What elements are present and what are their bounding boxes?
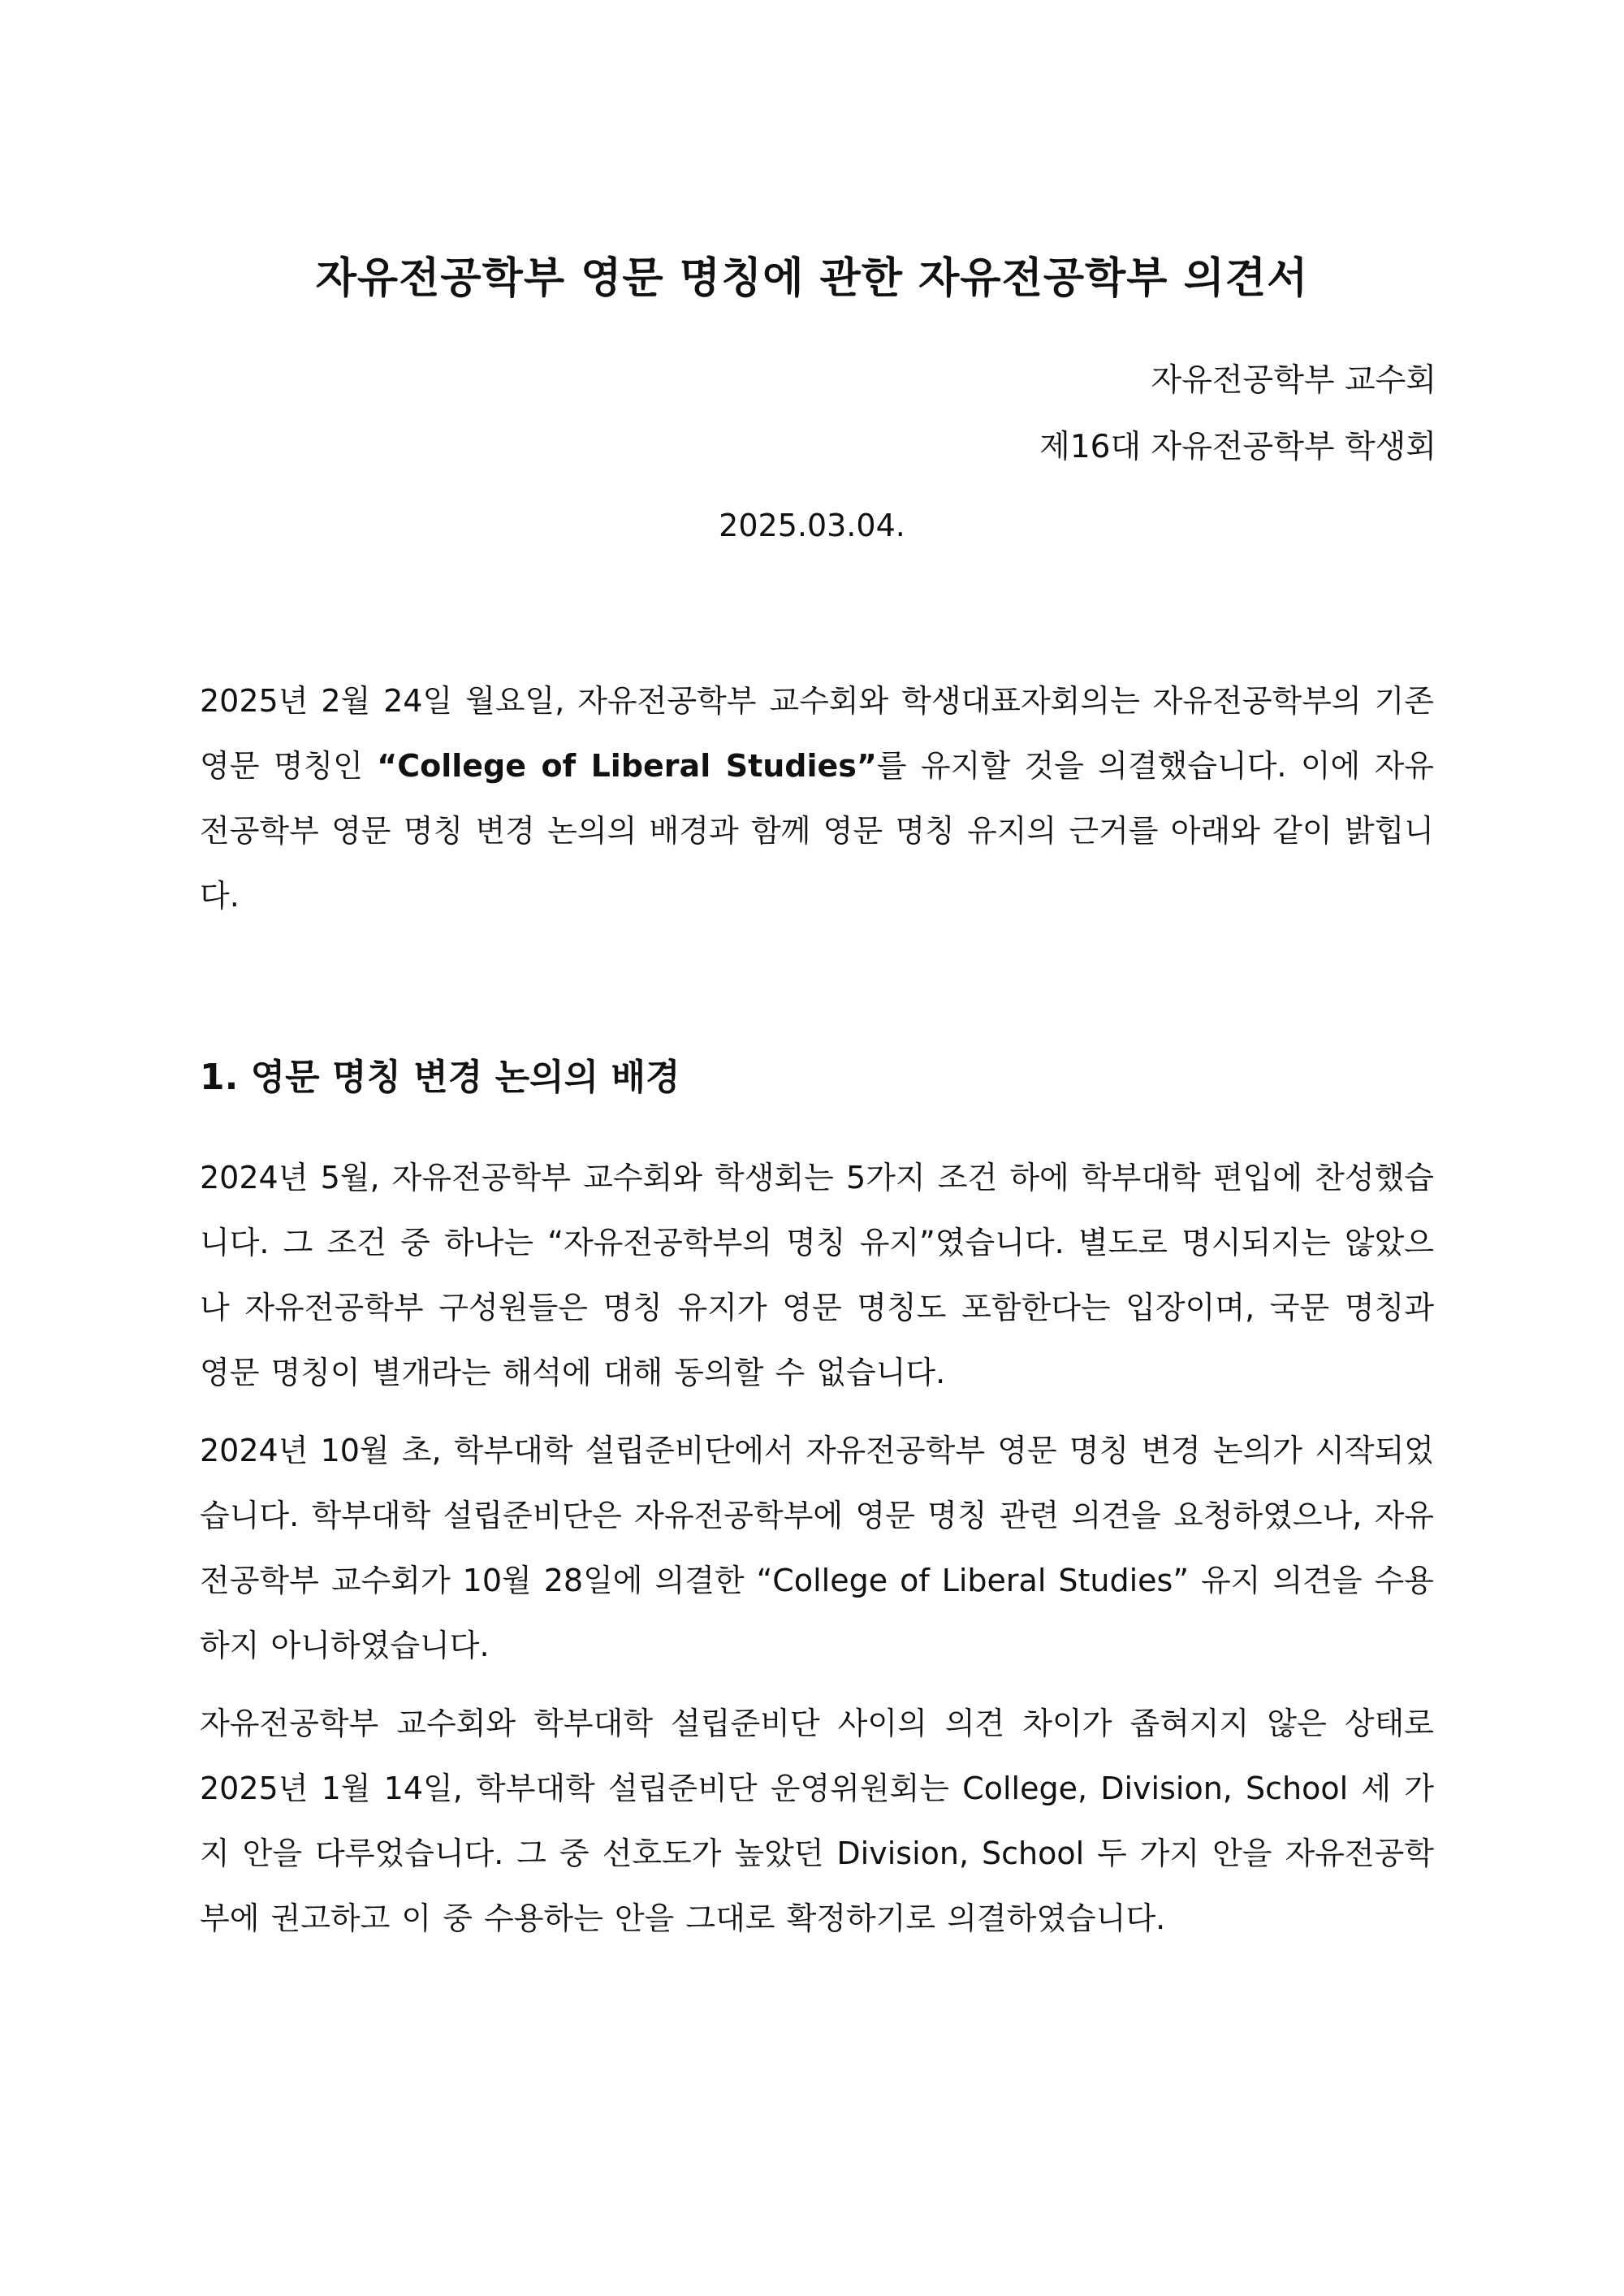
intro-text-start: 2025년 2월 24일 월요일, 자유전공학부 교수회와 학생대표자회의는 자유전공학부의 기존 영문 명칭인 <box>200 683 1434 784</box>
author-block <box>1039 348 1436 481</box>
document-date: 2025.03.04. <box>719 508 905 543</box>
author-faculty-council: 자유전공학부 교수회 <box>1151 362 1436 399</box>
author-student-council: 제16대 자유전공학부 학생회 <box>1039 429 1436 465</box>
intro-paragraph <box>200 668 1434 928</box>
section-1-heading: 1. 영문 명칭 변경 논의의 배경 <box>200 1057 680 1098</box>
document-title: 자유전공학부 영문 명칭에 관한 자유전공학부 의견서 <box>315 254 1309 303</box>
section-1-body <box>200 1145 1434 1951</box>
section-1-paragraph-2: 2024년 10월 초, 학부대학 설립준비단에서 자유전공학부 영문 명칭 변경 논의가 시작되었습니다. 학부대학 설립준비단은 자유전공학부에 영문 명칭 관련 의견을 요청하였으나, 자유전공학부 교수회가 10월 28일에 의결한 “College of Liberal Studies” 유지 의견을 수용하지 아니하였습니다. <box>200 1433 1434 1663</box>
section-1-paragraph-3: 자유전공학부 교수회와 학부대학 설립준비단 사이의 의견 차이가 좁혀지지 않은 상태로 2025년 1월 14일, 학부대학 설립준비단 운영위원회는 College, Division, School 세 가지 안을 다루었습니다. 그 중 선호도가 높았던 Division, School 두 가지 안을 자유전공학부에 권고하고 이 중 수용하는 안을 그대로 확정하기로 의결하였습니다. <box>200 1706 1434 1936</box>
intro-text-end: 를 유지할 것을 의결했습니다. 이에 자유전공학부 영문 명칭 변경 논의의 배경과 함께 영문 명칭 유지의 근거를 아래와 같이 밝힙니다. <box>200 748 1434 914</box>
section-1-paragraph-1: 2024년 5월, 자유전공학부 교수회와 학생회는 5가지 조건 하에 학부대학 편입에 찬성했습니다. 그 조건 중 하나는 “자유전공학부의 명칭 유지”였습니다. 별도로 명시되지는 않았으나 자유전공학부 구성원들은 명칭 유지가 영문 명칭도 포함한다는 입장이며, 국문 명칭과 영문 명칭이 별개라는 해석에 대해 동의할 수 없습니다. <box>200 1160 1434 1390</box>
intro-emphasis-name: “College of Liberal Studies” <box>377 748 877 784</box>
